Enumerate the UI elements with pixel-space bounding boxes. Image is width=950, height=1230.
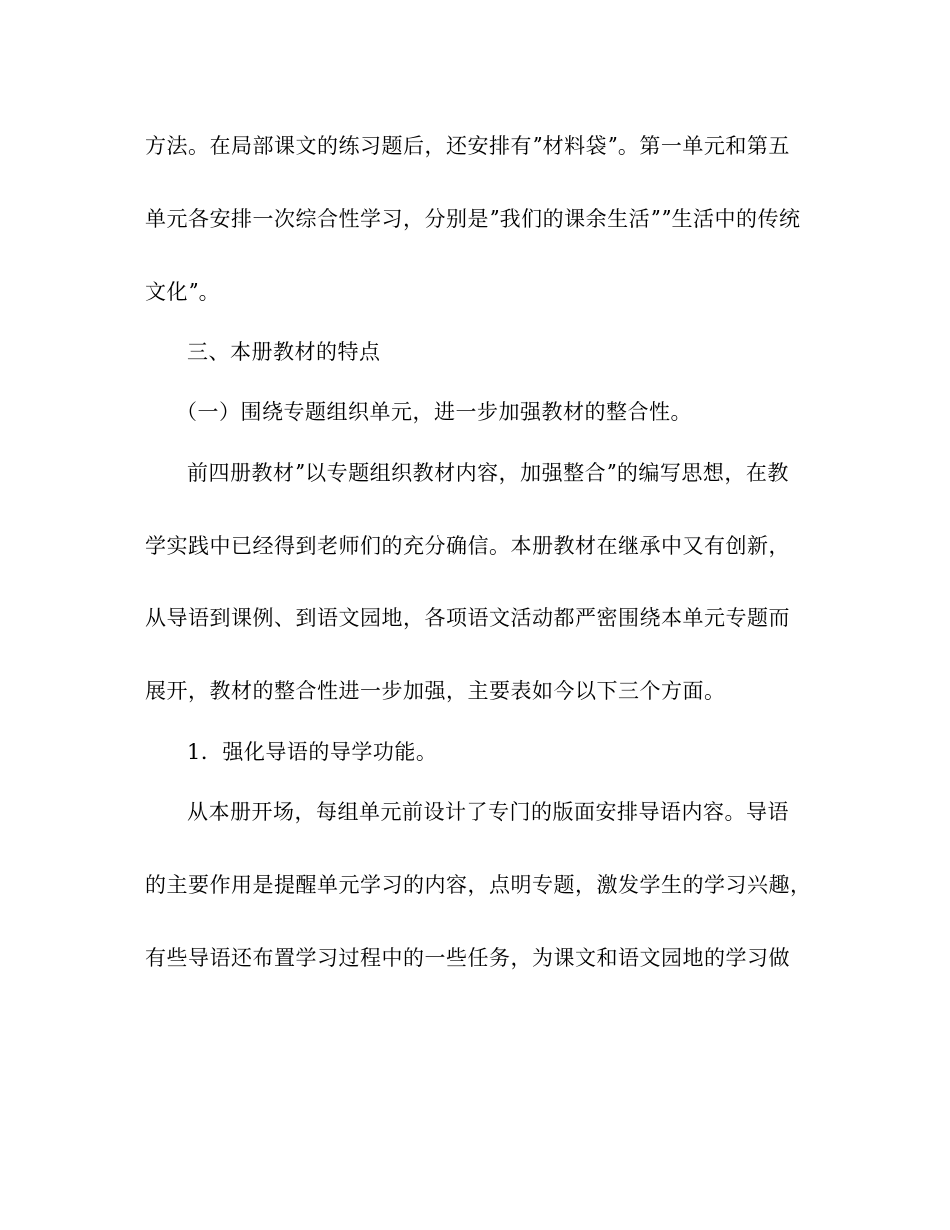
paragraph-line: 有些导语还布置学习过程中的一些任务，为课文和语文园地的学习做 [145,946,790,970]
paragraph-line: 从导语到课例、到语文园地，各项语文活动都严密围绕本单元专题而 [145,606,790,630]
paragraph-line: 文化ˮ。 [145,280,221,304]
paragraph-line: 展开，教材的整合性进一步加强，主要表如今以下三个方面。 [145,679,726,703]
section-heading: 三、本册教材的特点 [187,340,381,364]
paragraph-line: 学实践中已经得到老师们的充分确信。本册教材在继承中又有创新， [145,534,790,558]
subsection-heading: （一）围绕专题组织单元，进一步加强教材的整合性。 [176,400,692,424]
paragraph-line: 前四册教材ˮ以专题组织教材内容，加强整合ˮ的编写思想，在教 [187,461,789,485]
list-item-heading: 1．强化导语的导学功能。 [187,740,438,764]
paragraph-line: 方法。在局部课文的练习题后，还安排有ˮ材料袋ˮ。第一单元和第五 [145,134,790,158]
paragraph-line: 的主要作用是提醒单元学习的内容，点明专题，激发学生的学习兴趣， [145,873,812,897]
paragraph-line: 从本册开场，每组单元前设计了专门的版面安排导语内容。导语 [187,800,789,824]
paragraph-line: 单元各安排一次综合性学习，分别是ˮ我们的课余生活ˮˮ生活中的传统 [145,207,801,231]
